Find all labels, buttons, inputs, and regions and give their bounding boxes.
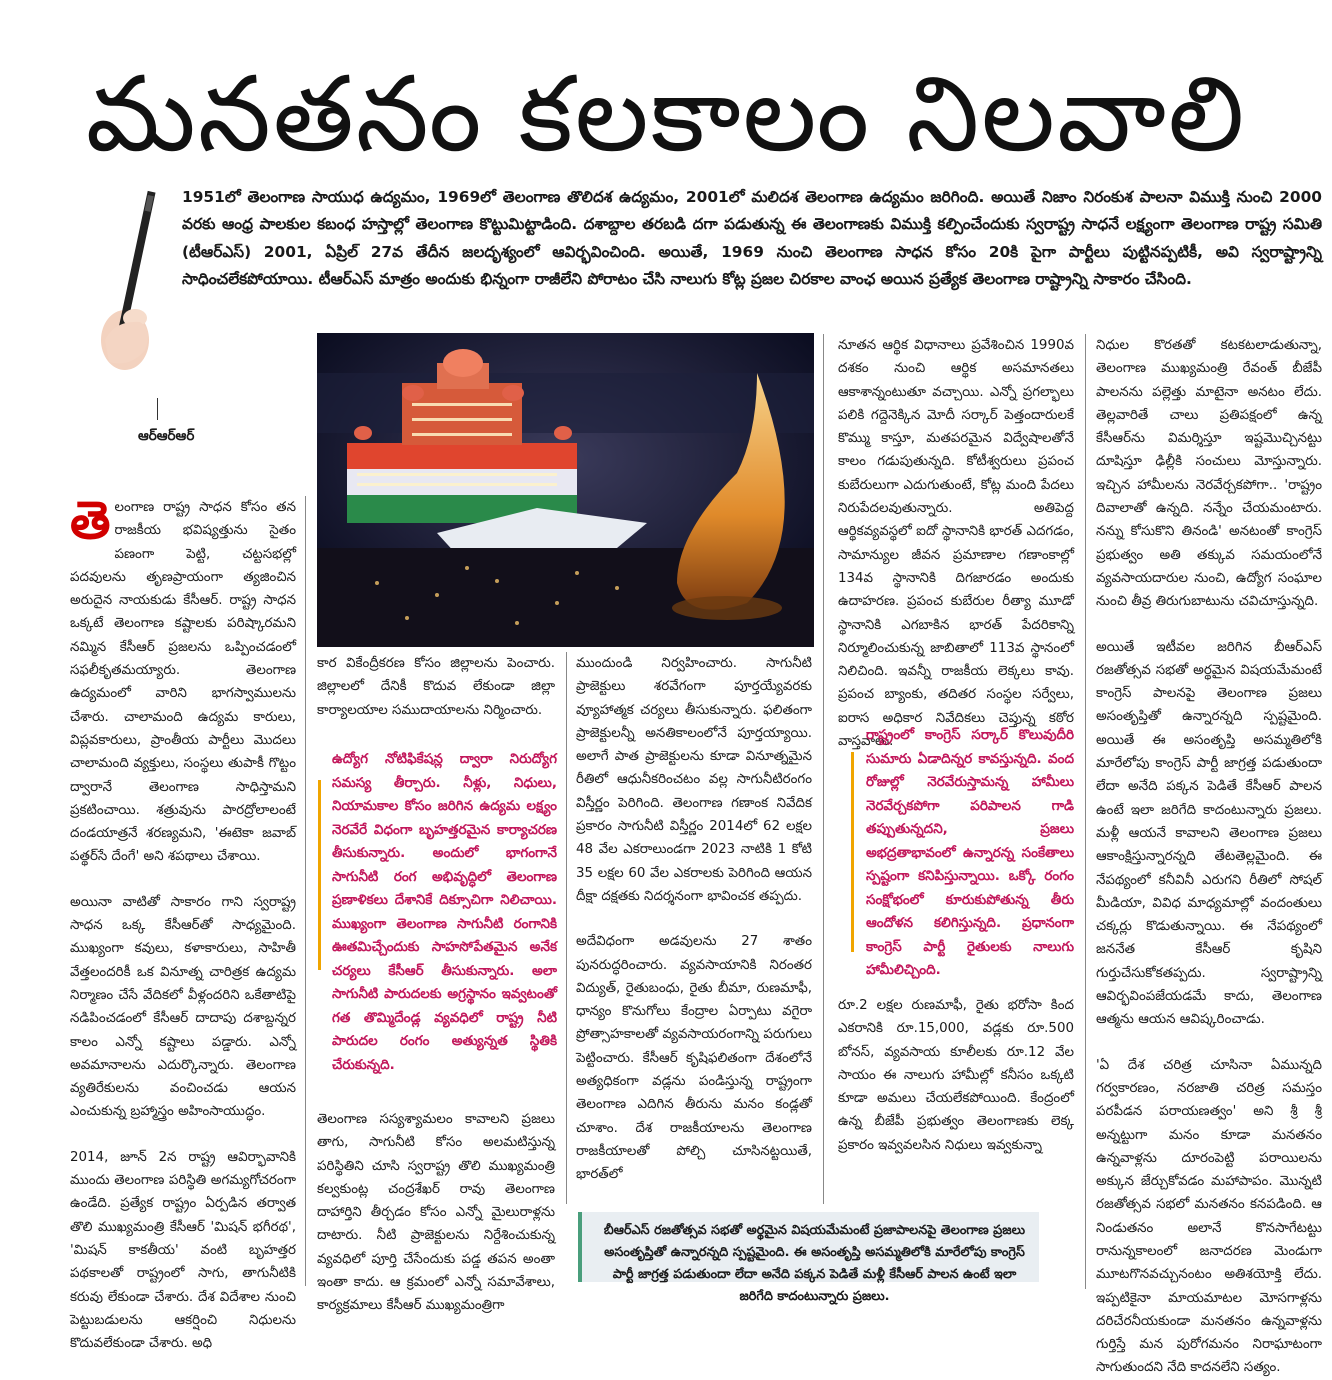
- page-headline: మనతనం కలకాలం నిలవాలి: [85, 53, 1247, 175]
- column-4: [838, 334, 1074, 750]
- paragraph: నూతన ఆర్థిక విధానాలు ప్రవేశించిన 1990వ దశకం నుంచి ఆర్థిక అసమానతలు ఆకాశాన్నంటుతూ వచ్చాయి. ఎన్నో ప్రగల్భాలు పలికి గద్దెనెక్కిన మోదీ సర్కార్ పెత్తందారులకే కొమ్ము కాస్తూ, మతపరమైన విద్వేషాలతోనే కాలం గడుపుతున్నది. కోటీశ్వరులు ప్రపంచ కుబేరులుగా ఎదుగుతుంటే, కోట్ల మంది పేదలు నిరుపేదలవుతున్నారు. అతిపెద్ద ఆర్థికవ్యవస్థలో ఐదో స్థానానికి భారత్ ఎదగడం, సామాన్యుల జీవన ప్రమాణాల గణాంకాల్లో 134వ స్థానానికి దిగజారడం అందుకు ఉదాహరణ. ప్రపంచ కుబేరుల రీత్యా మూడో స్థానానికి ఎగబాకిన భారత్ పేదరికాన్ని నిర్మూలించుకున్న జాబితాలో 113వ స్థానంలో నిలిచింది. ఇవన్నీ రాజకీయ లెక్కలు కావు. ప్రపంచ బ్యాంకు, తదితర సంస్థల సర్వేలు, ఐరాస అధికార నివేదికలు చెప్తున్న కఠోర వాస్తవాలు.: [838, 338, 1074, 750]
- column-3: [576, 652, 812, 1204]
- column-1: [70, 491, 296, 1352]
- column-4-bottom: [838, 994, 1074, 1204]
- paragraph: తెలంగాణ సస్యశ్యామలం కావాలని ప్రజలు తాగు, సాగునీటి కోసం అలమటిస్తున్న పరిస్థితిని చూసి స్వరాష్ట్ర తొలి ముఖ్యమంత్రి కల్వకుంట్ల చంద్రశేఖర్ రావు తెలంగాణ దాహార్తిని తీర్చడం కోసం ఎన్నో మైలురాళ్లను దాటారు. నీటి ప్రాజెక్టులను నిర్దేశించుకున్న వ్యవధిలో పూర్తి చేసేందుకు పడ్డ తపన అంతా ఇంతా కాదు. ఆ క్రమంలో ఎన్నో సమావేశాలు, కార్యక్రమాలు కేసీఆర్ ముఖ్యమంత్రిగా: [317, 1112, 555, 1314]
- highlight-box-text: బీఆర్ఎస్ రజతోత్సవ సభతో అర్థమైన విషయమేమంటే ప్రజాపాలనపై తెలంగాణ ప్రజలు అసంతృప్తితో ఉన్నారన్నది స్పష్టమైంది. ఈ అసంతృప్తి అసమ్మతిలోకి మారేలోపు కాంగ్రెస్ పార్టీ జాగ్రత్త పడుతుందా లేదా అనేది పక్కన పెడితే మళ్లీ కేసీఆర్ పాలన ఉంటే ఇలా జరిగేది కాదంటున్నారు ప్రజలు.: [603, 1223, 1026, 1304]
- paragraph: ముందుండి నిర్వహించారు. సాగునీటి ప్రాజెక్టులు శరవేగంగా పూర్తయ్యేవరకు వ్యూహాత్మక చర్యలు తీసుకున్నారు. ఫలితంగా ప్రాజెక్టులన్నీ అనతికాలంలోనే పూర్తయ్యాయి. అలాగే పాత ప్రాజెక్టులను కూడా వినూత్నమైన రీతిలో ఆధునీకరించటం వల్ల సాగునీటిరంగం విస్తీర్ణం పెరిగింది. తెలంగాణ గణాంక నివేదిక ప్రకారం సాగునీటి విస్తీర్ణం 2014లో 62 లక్షల 48 వేల ఎకరాలుండగా 2023 నాటికి 1 కోటి 35 లక్షల 60 వేల ఎకరాలకు పెరిగింది ఆయన దీక్షా దక్షతకు నిదర్శనంగా భావించక తప్పదు.: [576, 656, 812, 904]
- paragraph: రూ.2 లక్షల రుణమాఫీ, రైతు భరోసా కింద ఎకరానికి రూ.15,000, వడ్లకు రూ.500 బోనస్, వ్యవసాయ కూలీలకు రూ.12 వేల సాయం ఈ నాలుగు హామీల్లో కనీసం ఒక్కటి కూడా అమలు చేయలేకపోయింది. కేంద్రంలో ఉన్న బీజేపీ ప్రభుత్వం తెలంగాణకు లెక్క ప్రకారం ఇవ్వవలసిన నిధులు ఇవ్వకున్నా: [838, 998, 1074, 1153]
- column-divider: [1085, 334, 1086, 1289]
- paragraph: 2014, జూన్ 2న రాష్ట్ర ఆవిర్భావానికి ముందు తెలంగాణ పరిస్థితి అగమ్యగోచరంగా ఉండేది. ప్రత్యేక రాష్ట్రం ఏర్పడిన తర్వాత తొలి ముఖ్యమంత్రి కేసీఆర్ 'మిషన్ భగీరథ', 'మిషన్ కాకతీయ' వంటి బృహత్తర పథకాలతో రాష్ట్రంలో సాగు, తాగునీటికి కరువు లేకుండా చేశారు. దేశ విదేశాల నుంచి పెట్టుబడులను ఆకర్షించి నిధులను కొదువలేకుండా చేశారు. అధి: [70, 1149, 296, 1352]
- intro-standfirst: 1951లో తెలంగాణ సాయుధ ఉద్యమం, 1969లో తెలంగాణ తొలిదశ ఉద్యమం, 2001లో మలిదశ తెలంగాణ ఉద్యమం జరిగింది. అయితే నిజాం నిరంకుశ పాలనా విముక్తి నుంచి 2000 వరకు ఆంధ్ర పాలకుల కబంధ హస్తాల్లో తెలంగాణ కొట్టుమిట్టాడింది. దశాబ్దాల తరబడి దగా పడుతున్న ఈ తెలంగాణకు విముక్తి కల్పించేందుకు స్వరాష్ట్ర సాధనే లక్ష్యంగా తెలంగాణ రాష్ట్ర సమితి (టీఆర్ఎస్) 2001, ఏప్రిల్ 27వ తేదీన జలదృశ్యంలో ఆవిర్భవించింది. అయితే, 1969 నుంచి తెలంగాణ సాధన కోసం 20కి పైగా పార్టీలు పుట్టినప్పటికీ, అవి స్వరాష్ట్రాన్ని సాధించలేకపోయాయి. టీఆర్ఎస్ మాత్రం అందుకు భిన్నంగా రాజీలేని పోరాటం చేసి నాలుగు కోట్ల ప్రజల చిరకాల వాంఛ అయిన ప్రత్యేక తెలంగాణ రాష్ట్రాన్ని సాకారం చేసింది.: [182, 188, 1322, 289]
- paragraph: కార వికేంద్రీకరణ కోసం జిల్లాలను పెంచారు. జిల్లాలలో దేనికీ కొదువ లేకుండా జిల్లా కార్యాలయాల సముదాయాలను నిర్మించారు.: [317, 656, 555, 718]
- illuminated-secretariat-photo: [317, 333, 814, 647]
- pen-in-hand-icon: [95, 190, 170, 380]
- drop-cap: తె: [70, 491, 111, 551]
- column-2: [317, 652, 555, 718]
- paragraph: అయినా వాటితో సాకారం గాని స్వరాష్ట్ర సాధన ఒక్క కేసీఆర్‌తో సాధ్యమైంది. ముఖ్యంగా కవులు, కళాకారులు, సాహితీ వేత్తలందరికీ ఒక వినూత్న చారిత్రక ఉద్యమ నిర్మాణం చేసే వేదికలో వీళ్లందరిని ఒకేతాటిపై నడిపించడంలో కేసీఆర్ దాదాపు దశాబ్దన్నర కాలం ఎన్నో కష్టాలు పడ్డారు. ఎన్నో అవమానాలను ఎదుర్కొన్నారు. తెలంగాణ వ్యతిరేకులను వంచించడు ఆయన ఎంచుకున్న బ్రహ్మాస్త్రం అహింసాయుద్ధం.: [70, 894, 296, 1120]
- column-divider: [823, 334, 824, 1204]
- pullquote-right: రాష్ట్రంలో కాంగ్రెస్ సర్కార్ కొలువుదీరి సుమారు ఏడాదిన్నర కావస్తున్నది. వంద రోజుల్లో నెరవేరుస్తామన్న హామీలు నెరవేర్చకపోగా పరిపాలన గాడి తప్పుతున్నదని, ప్రజలు అభద్రతాభావంలో ఉన్నారన్న సంకేతాలు స్పష్టంగా కనిపిస్తున్నాయి. ఒక్కో రంగం సంక్షోభంలో కూరుకుపోతున్న తీరు ఆందోళన కలిగిస్తున్నది. ప్రధానంగా కాంగ్రెస్ పార్టీ రైతులకు నాలుగు హామీలిచ్చింది.: [866, 727, 1074, 978]
- column-divider: [566, 652, 567, 1204]
- paragraph: నిధుల కొరతతో కటకటలాడుతున్నా, తెలంగాణ ముఖ్యమంత్రి రేవంత్ బీజేపీ పాలనను పల్లెత్తు మాటైనా అనటం లేదు. తెల్లవారితే చాలు ప్రతిపక్షంలో ఉన్న కేసీఆర్‌ను విమర్శిస్తూ ఇష్టమొచ్చినట్టు దూషిస్తూ ఢిల్లీకి సంచులు మోస్తున్నారు. ఇచ్చిన హామీలను నెరవేర్చకపోగా.. 'రాష్ట్రం దివాలాతో ఉన్నది. నన్నేం చేయమంటారు. నన్ను కోసుకొని తినండి' అనటంతో కాంగ్రెస్ ప్రభుత్వం అతి తక్కువ సమయంలోనే వ్యవసాయదారుల నుంచి, ఉద్యోగ సంఘాల నుంచి తీవ్ర తిరుగుబాటును చవిచూస్తున్నది.: [1096, 338, 1322, 610]
- column-5: [1096, 334, 1322, 1376]
- pullquote-accent-bar: [851, 752, 854, 952]
- byline: ఆర్‌ఆర్‌ఆర్: [138, 428, 195, 444]
- paragraph: 'ఏ దేశ చరిత్ర చూసినా ఏమున్నది గర్వకారణం, నరజాతి చరిత్ర సమస్తం పరపీడన పరాయణత్వం' అని శ్రీ శ్రీ అన్నట్టుగా మనం కూడా మనతనం ఉన్నవాళ్లను దూరంపెట్టి పరాయిలను అక్కున జేర్చుకోవడం మహాపాపం. మొన్నటి రజతోత్సవ సభలో మనతనం కనపడింది. ఆ నిండుతనం అలానే కొనసాగేటట్టు రానున్నకాలంలో జనాదరణ మెండుగా మూటగొనవచ్చునంటం అతిశయోక్తి లేదు. ఇప్పటికైనా మాయమాటల మోసగాళ్లను దరిచేరనీయకుండా మనతనం ఉన్నవాళ్లను గుర్తిస్తే మన పురోగమనం నిరాఘాటంగా సాగుతుందని నేది కాదనలేని సత్యం.: [1096, 1057, 1322, 1376]
- paragraph: అదేవిధంగా అడవులను 27 శాతం పునరుద్ధరించారు. వ్యవసాయానికి నిరంతర విద్యుత్, రైతుబంధు, రైతు బీమా, రుణమాఫీ, ధాన్యం కొనుగోలు కేంద్రాల ఏర్పాటు వగైరా ప్రోత్సాహకాలతో వ్యవసాయరంగాన్ని పరుగులు పెట్టించారు. కేసీఆర్ కృషిఫలితంగా దేశంలోనే అత్యధికంగా వడ్లను పండిస్తున్న రాష్ట్రంగా తెలంగాణ ఎదిగిన తీరును మనం కండ్లతో చూశాం. దేశ రాజకీయాలను తెలంగాణ రాజకీయాలతో పోల్చి చూసినట్టయితే, భారత్‌లో: [576, 934, 812, 1183]
- highlight-box: [578, 1212, 1039, 1304]
- paragraph: తెలంగాణ రాష్ట్ర సాధన కోసం తన రాజకీయ భవిష్యత్తును సైతం పణంగా పెట్టి, చట్టసభల్లో పదవులను తృణప్రాయంగా త్యజించిన అరుదైన నాయకుడు కేసీఆర్. రాష్ట్ర సాధన ఒక్కటే తెలంగాణ కష్టాలకు పరిష్కారమని నమ్మిన కేసీఆర్ ప్రజలను ఒప్పించడంలో సఫలీకృతమయ్యారు. తెలంగాణ ఉద్యమంలో వారిని భాగస్వాములను చేశారు. చాలామంది ఉద్యమ కారులు, విప్లవకారులు, ప్రాంతీయ పార్టీలు మొదలు చాలామంది వ్యక్తులు, సంస్థలు తుపాకీ గొట్టం ద్వారానే తెలంగాణ సాధిస్తామని ప్రకటించాయి. శత్రువును పారద్రోలాలంటే దండయాత్రనే శరణ్యమని, 'ఈటెకా జవాబ్ పత్థర్‌సే దేంగే' అని శపథాలు చేశాయి.: [70, 491, 296, 865]
- paragraph: అయితే ఇటీవల జరిగిన బీఆర్ఎస్ రజతోత్సవ సభతో అర్థమైన విషయమేమంటే కాంగ్రెస్ పాలనపై తెలంగాణ ప్రజలు అసంతృప్తితో ఉన్నారన్నది స్పష్టమైంది. అయితే ఈ అసంతృప్తి అసమ్మతిలోకి మారేలోపు కాంగ్రెస్ పార్టీ జాగ్రత్త పడుతుందా లేదా అనేది పక్కన పెడితే కేసీఆర్ పాలన ఉంటే ఇలా జరిగేది కాదంటున్నారు ప్రజలు. మళ్లీ ఆయనే కావాలని తెలంగాణ ప్రజలు ఆకాంక్షిస్తున్నారన్నది తేటతెల్లమైంది. ఈ నేపథ్యంలో కనీవినీ ఎరుగని రీతిలో సోషల్ మీడియా, వివిధ మాధ్యమాల్లో వందంతులు చక్కర్లు కొడుతున్నాయి. ఈ నేపథ్యంలో జననేత కేసీఆర్ కృషిని గుర్తుచేసుకోకతప్పదు. స్వరాష్ట్రాన్ని ఆవిర్భవింపజేయడమే కాదు, తెలంగాణ ఆత్మను ఆయన ఆవిష్కరించాడు.: [1096, 639, 1322, 1028]
- pullquote-accent-bar: [318, 780, 321, 970]
- pullquote-left: ఉద్యోగ నోటిఫికేషన్ల ద్వారా నిరుద్యోగ సమస్య తీర్చారు. నీళ్లు, నిధులు, నియామకాల కోసం జరిగిన ఉద్యమ లక్ష్యం నెరవేరే విధంగా బృహత్తరమైన కార్యాచరణ తీసుకున్నారు. అందులో భాగంగానే సాగునీటి రంగ అభివృద్ధిలో తెలంగాణ ప్రణాళికలు దేశానికే దిక్సూచిగా నిలిచాయి. ముఖ్యంగా తెలంగాణ సాగునీటి రంగానికి ఊతమిచ్చేందుకు సాహసోపేతమైన అనేక చర్యలు కేసీఆర్ తీసుకున్నారు. అలా సాగునీటి పారుదలకు అగ్రస్థానం ఇవ్వటంతో గత తొమ్మిదేండ్ల వ్యవధిలో రాష్ట్ర నీటి పారుదల రంగం అత్యున్నత స్థితికి చేరుకున్నది.: [332, 751, 557, 1073]
- column-divider: [305, 496, 306, 1286]
- byline-rule: [157, 398, 158, 420]
- column-2-bottom: [317, 1108, 555, 1314]
